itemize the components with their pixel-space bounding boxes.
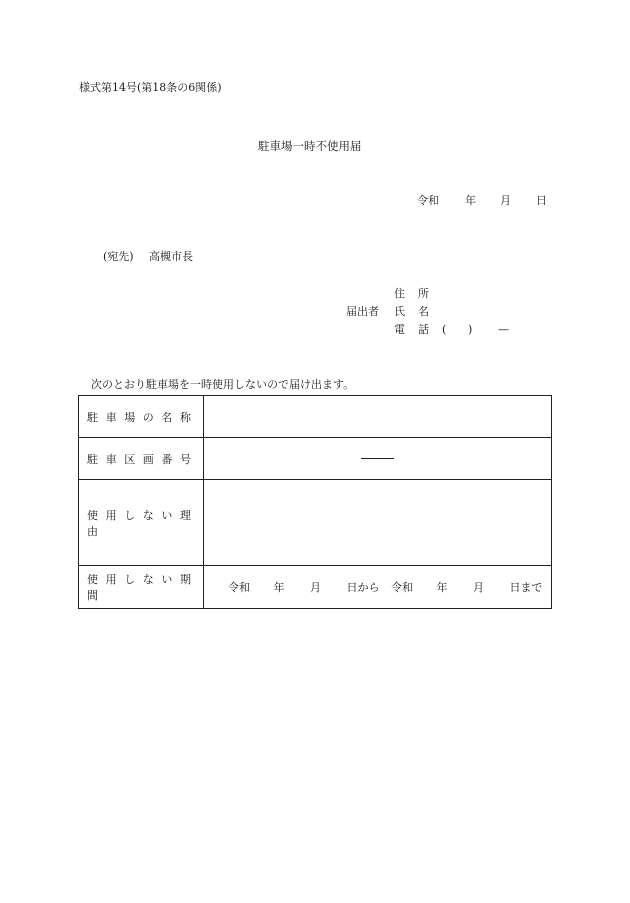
applicant-label: 届出者 xyxy=(346,305,379,318)
phone-dash: — xyxy=(498,323,509,336)
period-start-day: 日から xyxy=(346,581,380,594)
period-start-month: 月 xyxy=(310,581,321,594)
period-end-year: 年 xyxy=(436,581,448,594)
date-month: 月 xyxy=(500,194,511,207)
table-row xyxy=(79,566,552,609)
date-era: 令和 xyxy=(417,194,439,207)
parking-name-field[interactable] xyxy=(204,396,552,438)
space-number-label xyxy=(79,438,204,480)
phone-open-paren: ( xyxy=(442,323,447,336)
parking-name-label xyxy=(79,396,204,438)
address-label: 住所 xyxy=(394,287,442,300)
period-end-era: 令和 xyxy=(391,581,413,594)
date-year: 年 xyxy=(465,194,476,207)
period-end-day: 日まで xyxy=(509,581,543,594)
period-label-text: 使用しない期間 xyxy=(87,573,197,602)
table-row xyxy=(79,438,552,480)
application-form-table xyxy=(78,395,552,609)
table-row xyxy=(79,396,552,438)
table-row xyxy=(79,480,552,566)
period-field[interactable] xyxy=(204,566,552,609)
document-title: 駐車場一時不使用届 xyxy=(258,139,362,153)
reason-label-text: 使用しない理由 xyxy=(87,508,197,538)
phone-close-paren: ) xyxy=(468,323,473,336)
parking-name-label-text: 駐車場の名称 xyxy=(87,410,197,424)
space-number-field[interactable] xyxy=(204,438,552,480)
addressee-name: 高槻市長 xyxy=(149,250,193,263)
addressee-prefix: (宛先) xyxy=(103,250,134,263)
date-day: 日 xyxy=(536,194,547,207)
period-start-era: 令和 xyxy=(228,581,250,594)
name-label: 氏名 xyxy=(394,305,442,318)
reason-field[interactable] xyxy=(204,480,552,566)
form-number: 様式第14号(第18条の6関係) xyxy=(79,81,222,94)
intro-sentence: 次のとおり駐車場を一時使用しないので届け出ます。 xyxy=(91,378,355,391)
phone-label: 電話 xyxy=(394,323,442,336)
period-label xyxy=(79,566,204,609)
period-end-month: 月 xyxy=(473,581,484,594)
space-number-dash xyxy=(361,458,394,459)
period-start-year: 年 xyxy=(273,581,285,594)
reason-label xyxy=(79,480,204,566)
space-number-label-text: 駐車区画番号 xyxy=(87,452,197,466)
